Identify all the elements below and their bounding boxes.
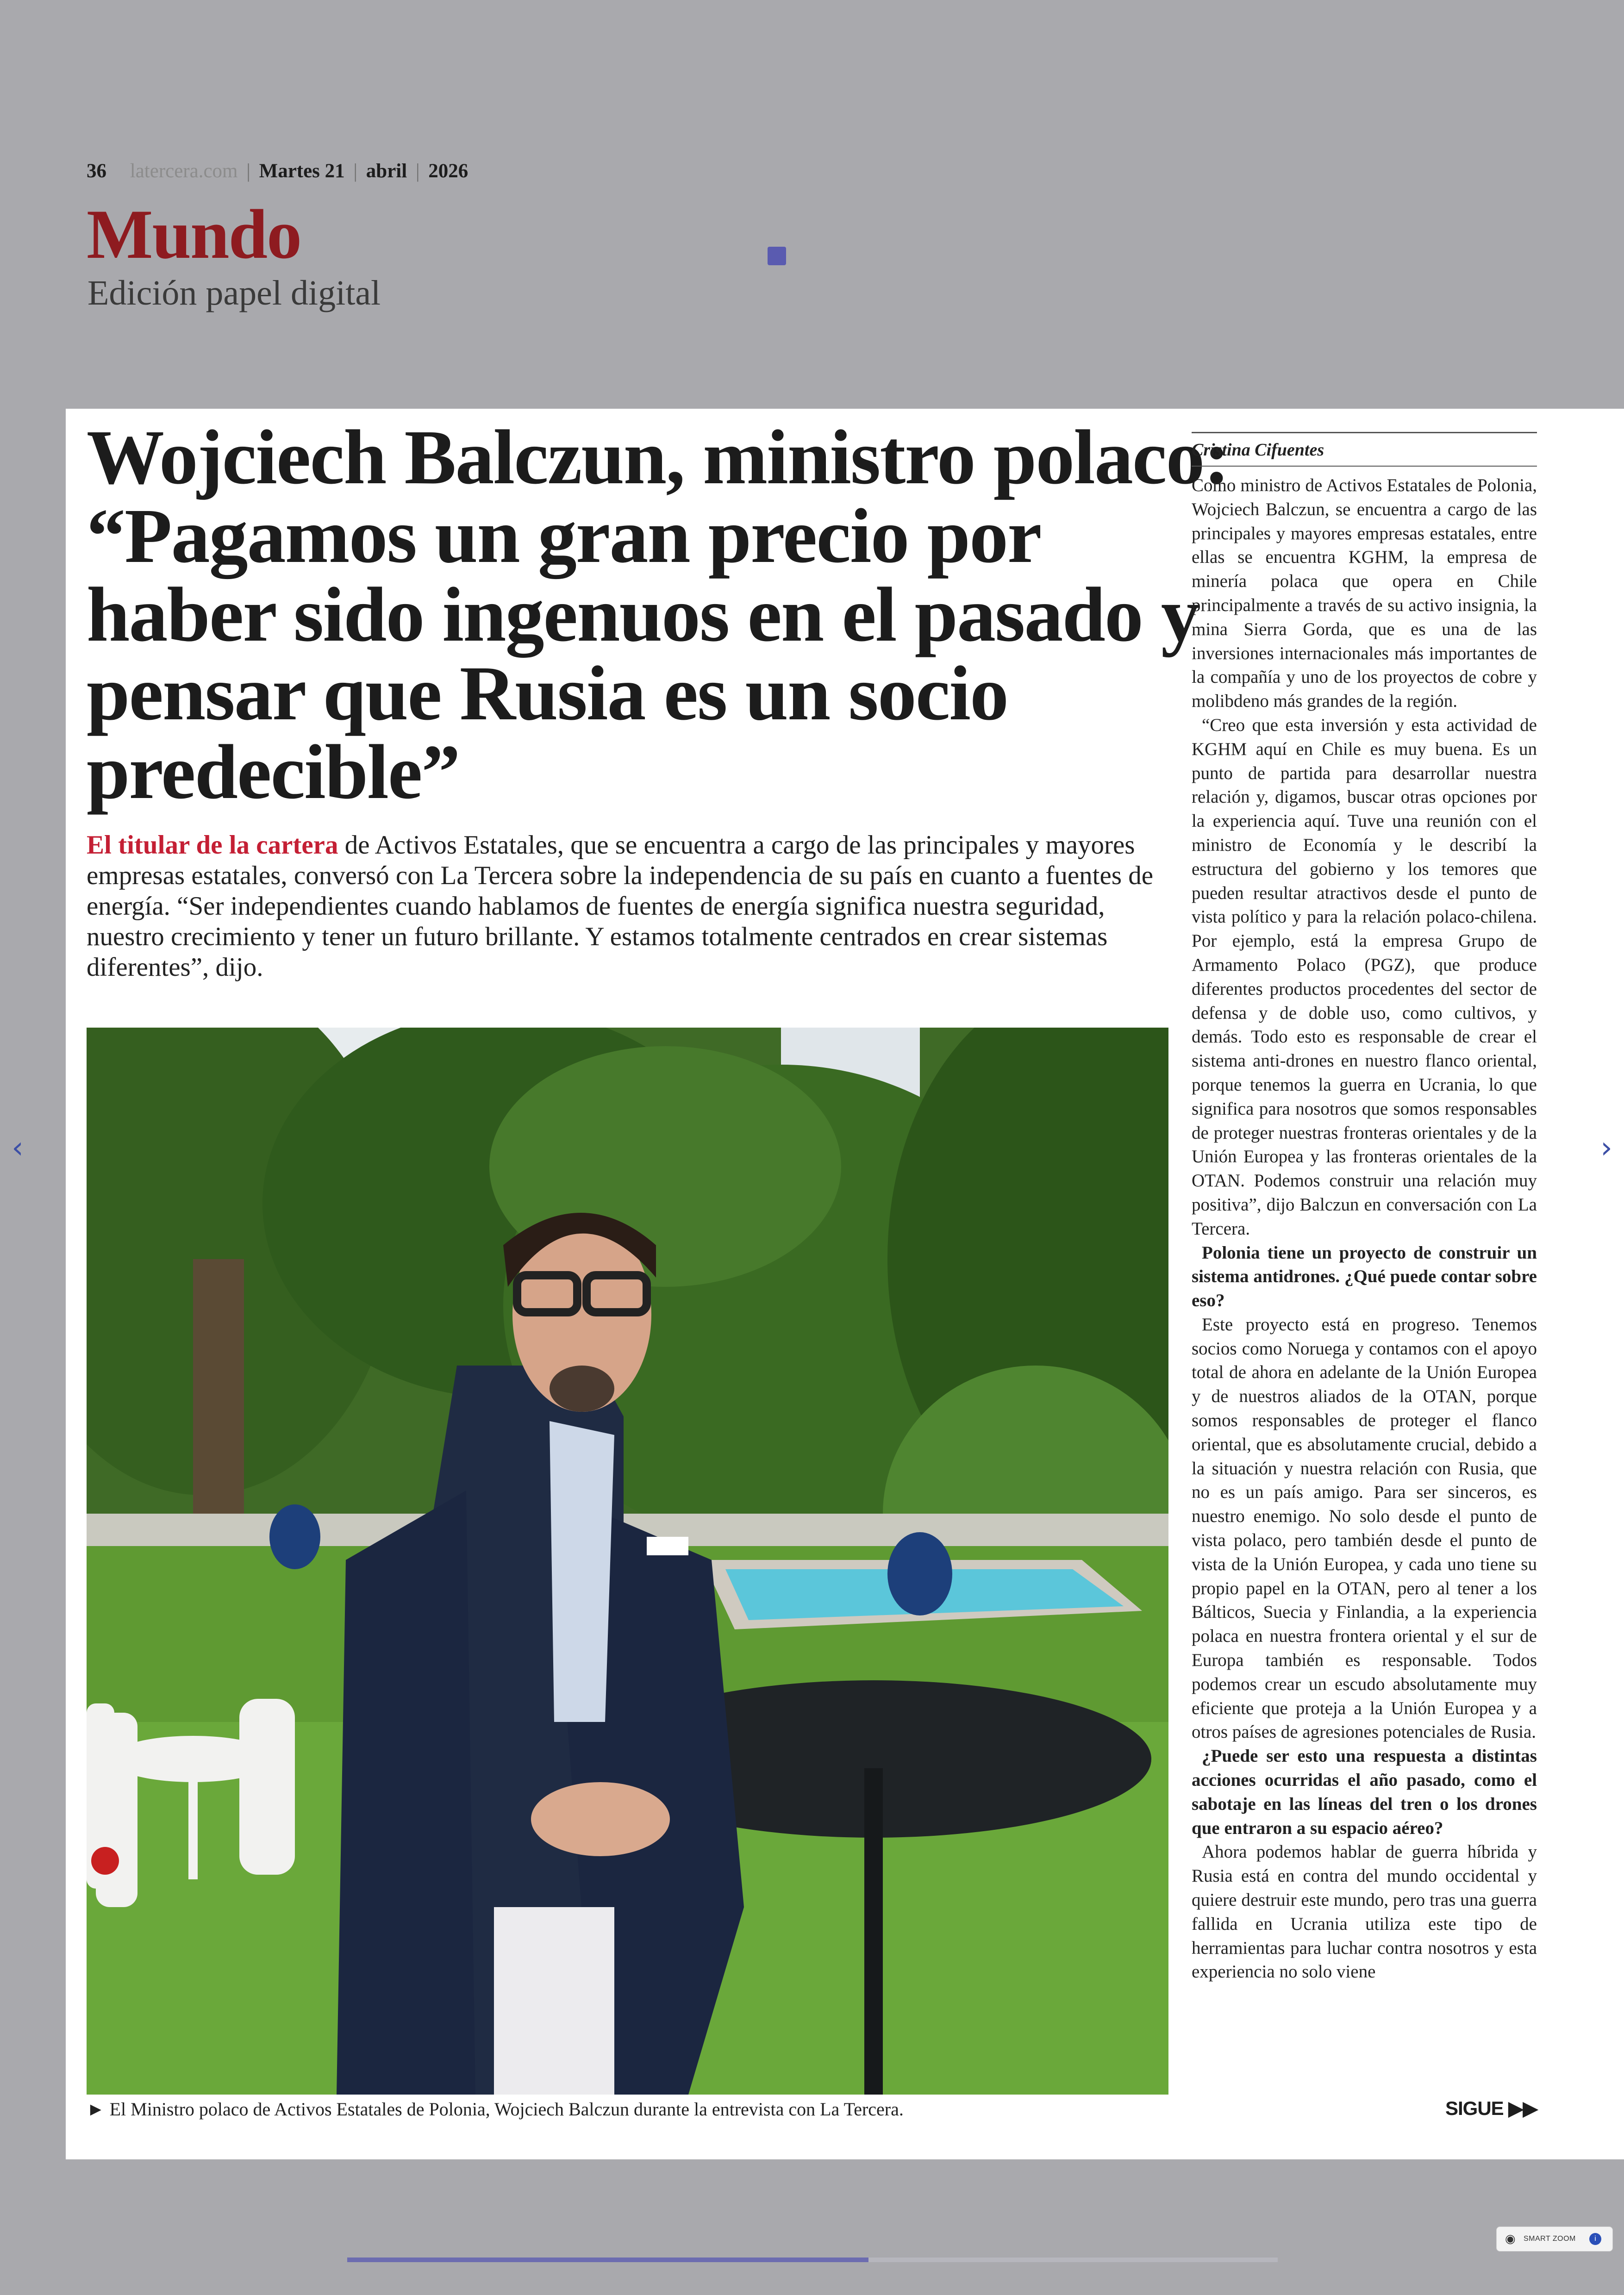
- lede-highlight: El titular de la cartera: [87, 830, 338, 860]
- info-badge: i: [1589, 2233, 1601, 2245]
- issue-info: [87, 160, 468, 182]
- article-lede: [87, 830, 1188, 983]
- issue-day: Martes 21: [259, 160, 345, 182]
- divider: |: [246, 160, 250, 182]
- page-progress-bar[interactable]: [347, 2258, 1278, 2262]
- divider: |: [353, 160, 358, 182]
- body-paragraph: “Creo que esta inversión y esta actividad de KGHM aquí en Chile es muy buena. Es un punto de partida para desarrollar nuestra relación y, digamos, buscar otras opciones por la experiencia aquí. Tuve una reunión con el ministro de Economía y le describí la estructura del gobierno y los temores que pueden resultar atractivos desde el punto de vista político y para la relación polaco-chilena. Por ejemplo, está la empresa Grupo de Armamento Polaco (PGZ), que produce diferentes productos procedentes del sector de defensa y de doble uso, como cultivos, y demás. Todo esto es responsable de crear el sistema anti-drones en nuestro flanco oriental, porque tenemos la guerra en Ucrania, lo que significa para nosotros que somos responsables de proteger nuestras fronteras orientales y de la Unión Europea y las fronteras orientales de la OTAN. Podemos construir una relación muy positiva”, dijo Balczun en conversación con La Tercera.: [1192, 715, 1537, 1239]
- smart-zoom-label: SMART ZOOM: [1524, 2235, 1576, 2243]
- divider: |: [415, 160, 420, 182]
- issue-month: abril: [366, 160, 407, 182]
- chevron-right-icon[interactable]: ›: [1600, 1131, 1612, 1165]
- smart-zoom-button[interactable]: [1496, 2226, 1613, 2251]
- page-progress-fill: [347, 2258, 868, 2262]
- body-paragraph: Este proyecto está en progreso. Tenemos socios como Noruega y contamos con el apoyo total de ahora en adelante de la Unión Europea y de nuestros aliados de la OTAN, porque somos responsables de proteger el flanco oriental, que es absolutamente crucial, debido a la situación y nuestra relación con Rusia, que no es un país amigo. Para ser sinceros, es nuestro enemigo. No solo desde el punto de vista polaco, pero también desde el punto de vista de la Unión Europea, y cada uno tiene su propio papel en la OTAN, pero al tener a los Bálticos, Suecia y Finlandia, a la experiencia polaca en nuestra frontera oriental y el sur de Europa también es responsable. Todos podemos crear un escudo absolutamente muy eficiente que proteja a la Unión Europea y a otros países de agresiones potenciales de Rusia.: [1192, 1314, 1537, 1742]
- site-name: latercera.com: [130, 160, 238, 182]
- photo-caption: ► El Ministro polaco de Activos Estatales de Polonia, Wojciech Balczun durante la entrevista con La Tercera.: [87, 2099, 904, 2120]
- body-paragraph: Ahora podemos hablar de guerra híbrida y Rusia está en contra del mundo occidental y quiere destruir este mundo, pero tras una guerra fallida en Ucrania utiliza este tipo de herramientas para luchar contra nosotros y esta experiencia no solo viene: [1192, 1842, 1537, 1982]
- continue-label: SIGUE ▶▶: [1445, 2097, 1537, 2119]
- edition-label: Edición papel digital: [87, 274, 381, 312]
- lede-text: de Activos Estatales, que se encuentra a cargo de las principales y mayores empresas estatales, conversó con La Tercera sobre la independencia de su país en cuanto a fuentes de energía. “Ser independientes cuando hablamos de fuentes de energía significa nuestra seguridad, nuestro crecimiento y tener un futuro brillante. Y estamos totalmente centrados en crear sistemas diferentes”, dijo.: [87, 830, 1154, 982]
- author-byline: Cristina Cifuentes: [1192, 432, 1537, 467]
- body-paragraph: Como ministro de Activos Estatales de Polonia, Wojciech Balczun, se encuentra a cargo de las principales y mayores empresas estatales, entre ellas se encuentra KGHM, la empresa de minería polaca que opera en Chile principalmente a través de su activo insignia, la mina Sierra Gorda, que es una de las inversiones internacionales más importantes de la compañía y uno de los proyectos de cobre y molibdeno más grandes de la región.: [1192, 475, 1537, 711]
- eye-icon: ◉: [1505, 2232, 1516, 2245]
- page-header: [0, 0, 1624, 409]
- article-photo: [87, 1028, 1168, 2095]
- chevron-left-icon[interactable]: ‹: [12, 1131, 24, 1165]
- page-number: 36: [87, 160, 106, 182]
- section-title: Mundo: [87, 195, 301, 273]
- issue-year: 2026: [428, 160, 468, 182]
- interview-question: ¿Puede ser esto una respuesta a distintas acciones ocurridas el año pasado, como el sabotaje en las líneas del tren o los drones que entraron a su espacio aéreo?: [1192, 1746, 1537, 1838]
- newspaper-page[interactable]: [66, 409, 1624, 2159]
- interview-question: Polonia tiene un proyecto de construir un sistema antidrones. ¿Qué puede contar sobre eso?: [1192, 1242, 1537, 1311]
- article-headline: Wojciech Balczun, ministro polaco: “Pagamos un gran precio por haber sido ingenuos en el pasado y pensar que Rusia es un socio predecible”: [87, 414, 1229, 815]
- article-body: [1192, 474, 1537, 2079]
- page-marker[interactable]: [768, 247, 786, 265]
